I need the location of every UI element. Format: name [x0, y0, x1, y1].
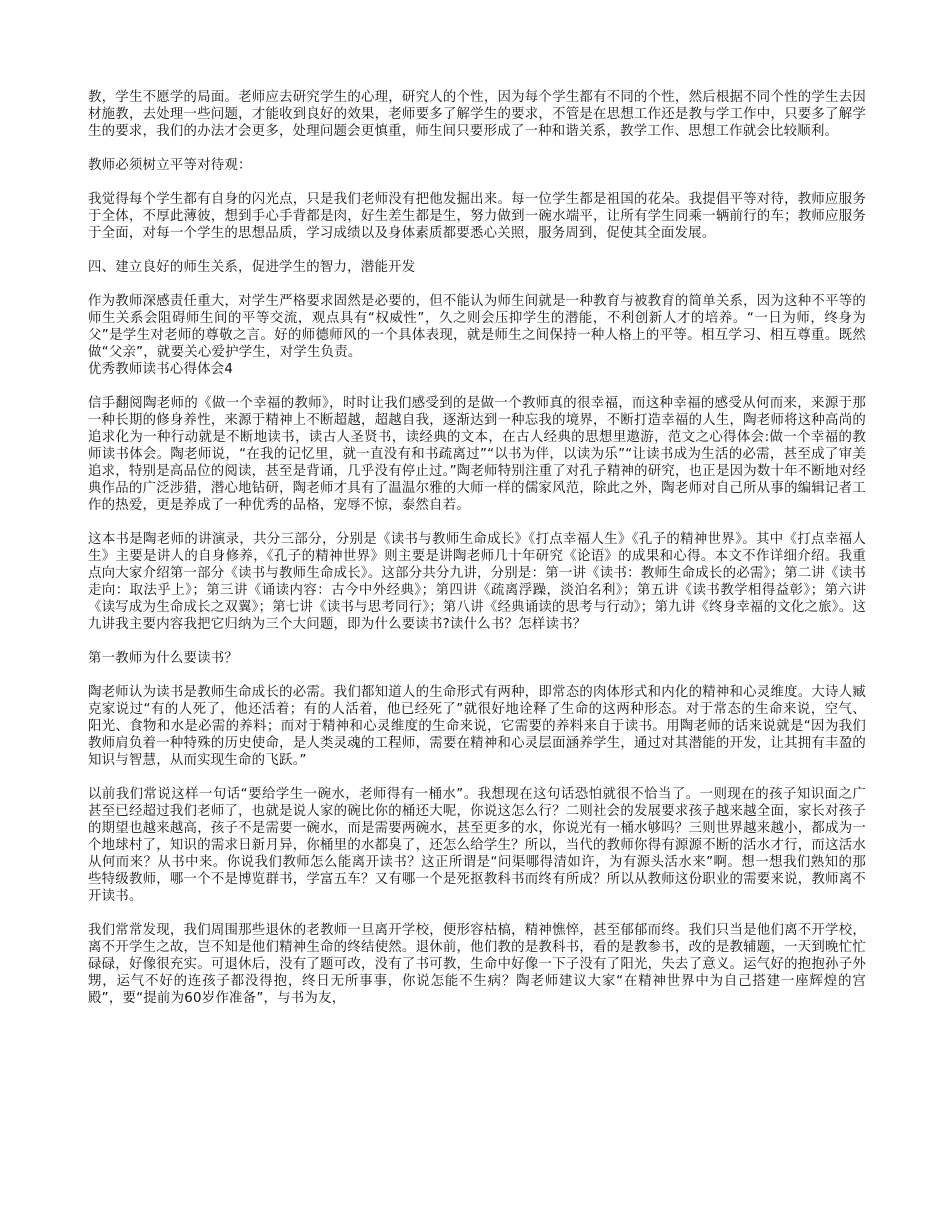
section-heading-four: 四、建立良好的师生关系，促进学生的智力，潜能开发: [88, 260, 416, 275]
paragraph-bucket-of-water: 以前我们常说这样一句话“要给学生一碗水，老师得有一桶水”。我想现在这句话恐怕就很不恰当了。一则现在的孩子知识面之广甚至已经超过我们老师了，也就是说人家的碗比你的桶还大呢，你说这怎么行？二则社会的发展要求孩子越来越全面，家长对孩子的期望也越来越高，孩子不是需要一碗水，而是需要两碗水，甚至更多的水，你说光有一桶水够吗？三则世界越来越小，都成为一个地球村了，知识的需求日新月异，你桶里的水都臭了，还怎么给学生？所以，当代的教师你得有源源不断的活水才行，而这活水从何而来？从书中来。你说我们教师怎么能离开读书？这正所谓是“问渠哪得清如许，为有源头活水来”啊。想一想我们熟知的那些特级教师，哪一个不是博览群书，学富五车？又有哪一个是死抠教科书而终有所成？所以从教师这份职业的需要来说，教师离不开读书。: [88, 787, 866, 904]
paragraph-equal-treatment-heading: 教师必须树立平等对待观：: [88, 158, 252, 173]
paragraph-tao-happy-teacher: 信手翻阅陶老师的《做一个幸福的教师》，时时让我们感受到的是做一个教师真的很幸福，而这种幸福的感受从何而来，来源于那一种长期的修身养性，来源于精神上不断超越，超越自我，逐渐达到一种忘我的境界，不断打造幸福的人生，陶老师将这种高尚的追求化为一种行动就是不断地读书，读古人圣贤书，读经典的文本，在古人经典的思想里遨游，范文之心得体会:做一个幸福的教师读书体会。陶老师说，“在我的记忆里，就一直没有和书疏离过”“以书为伴，以读为乐”“让读书成为生活的必需，甚至成了审美追求，特别是高品位的阅读，甚至是背诵，几乎没有停止过。”陶老师特别注重了对孔子精神的研究，也正是因为数十年不断地对经典作品的广泛涉猎，潜心地钻研，陶老师才具有了温温尔雅的大师一样的儒家风范，除此之外，陶老师对自己所从事的编辑记者工作的热爱，更是养成了一种优秀的品格，宠辱不惊，泰然自若。: [88, 396, 866, 513]
section-heading-why-read: 第一教师为什么要读书？: [88, 651, 239, 666]
paragraph-teacher-understanding: 教，学生不愿学的局面。老师应去研究学生的心理，研究人的个性，因为每个学生都有不同的个性，然后根据不同个性的学生去因材施教，去处理一些问题，才能收到良好的效果，老师要多了解学生的要求，不管是在思想工作还是教与学工作中，只要多了解学生的要求，我们的办法才会更多，处理问题会更慎重，师生间只要形成了一种和谐关系，教学工作、思想工作就会比较顺利。: [88, 90, 866, 139]
essay-title-4: 优秀教师读书心得体会4: [88, 362, 234, 377]
paragraph-retired-teachers: 我们常常发现，我们周围那些退休的老教师一旦离开学校，便形容枯槁，精神憔悴，甚至郁郁而终。我们只当是他们离不开学校，离不开学生之故，岂不知是他们精神生命的终结使然。退休前，他们教的是教科书，看的是教参书，改的是教辅题，一天到晚忙忙碌碌，好像很充实。可退休后，没有了题可改，没有了书可教，生命中好像一下子没有了阳光，失去了意义。运气好的抱抱孙子外甥，运气不好的连孩子都没得抱，终日无所事事，你说怎能不生病？陶老师建议大家“在精神世界中为自己搭建一座辉煌的宫殿”，要“提前为60岁作准备”，与书为友，: [88, 923, 866, 1006]
document-page: [88, 89, 866, 1007]
paragraph-reading-necessity: 陶老师认为读书是教师生命成长的必需。我们都知道人的生命形式有两种，即常态的肉体形式和内化的精神和心灵维度。大诗人臧克家说过“有的人死了，他还活着；有的人活着，他已经死了”就很好地诠释了生命的这两种形态。对于常态的生命来说，空气、阳光、食物和水是必需的养料；而对于精神和心灵维度的生命来说，它需要的养料来自于读书。用陶老师的话来说就是“因为我们教师肩负着一种特殊的历史使命，是人类灵魂的工程师，需要在精神和心灵层面涵养学生，通过对其潜能的开发，让其拥有丰盈的知识与智慧，从而实现生命的飞跃。”: [88, 685, 866, 768]
paragraph-book-structure: 这本书是陶老师的讲演录，共分三部分，分别是《读书与教师生命成长》《打点幸福人生》《孔子的精神世界》。其中《打点幸福人生》主要是讲人的自身修养，《孔子的精神世界》则主要是讲陶老师几十年研究《论语》的成果和心得。本文不作详细介绍。我重点向大家介绍第一部分《读书与教师生命成长》。这部分共分九讲，分别是：第一讲《读书：教师生命成长的必需》；第二讲《读书走向：取法乎上》；第三讲《诵读内容：古今中外经典》；第四讲《疏离浮躁，淡泊名利》；第五讲《读书教学相得益彰》；第六讲《读写成为生命成长之双翼》；第七讲《读书与思考同行》；第八讲《经典诵读的思考与行动》；第九讲《终身幸福的文化之旅》。这九讲我主要内容我把它归纳为三个大问题，即为什么要读书?读什么书？怎样读书？: [88, 532, 866, 632]
paragraph-equal-treatment: 我觉得每个学生都有自身的闪光点，只是我们老师没有把他发掘出来。每一位学生都是祖国的花朵。我提倡平等对待，教师应服务于全体，不厚此薄彼，想到手心手背都是肉，好生差生都是生，努力做到一碗水端平，让所有学生同乘一辆前行的车；教师应服务于全面，对每一个学生的思想品质，学习成绩以及身体素质都要悉心关照，服务周到，促使其全面发展。: [88, 192, 866, 241]
paragraph-teacher-responsibility: 作为教师深感责任重大，对学生严格要求固然是必要的，但不能认为师生间就是一种教育与被教育的简单关系，因为这种不平等的师生关系会阻碍师生间的平等交流，观点具有“权威性”，久之则会压抑学生的潜能，不利创新人才的培养。“一日为师，终身为父”是学生对老师的尊敬之言。好的师德师风的一个具体表现，就是师生之间保持一种人格上的平等。相互学习、相互尊重。既然做“父亲”，就要关心爱护学生，对学生负责。: [88, 294, 866, 360]
